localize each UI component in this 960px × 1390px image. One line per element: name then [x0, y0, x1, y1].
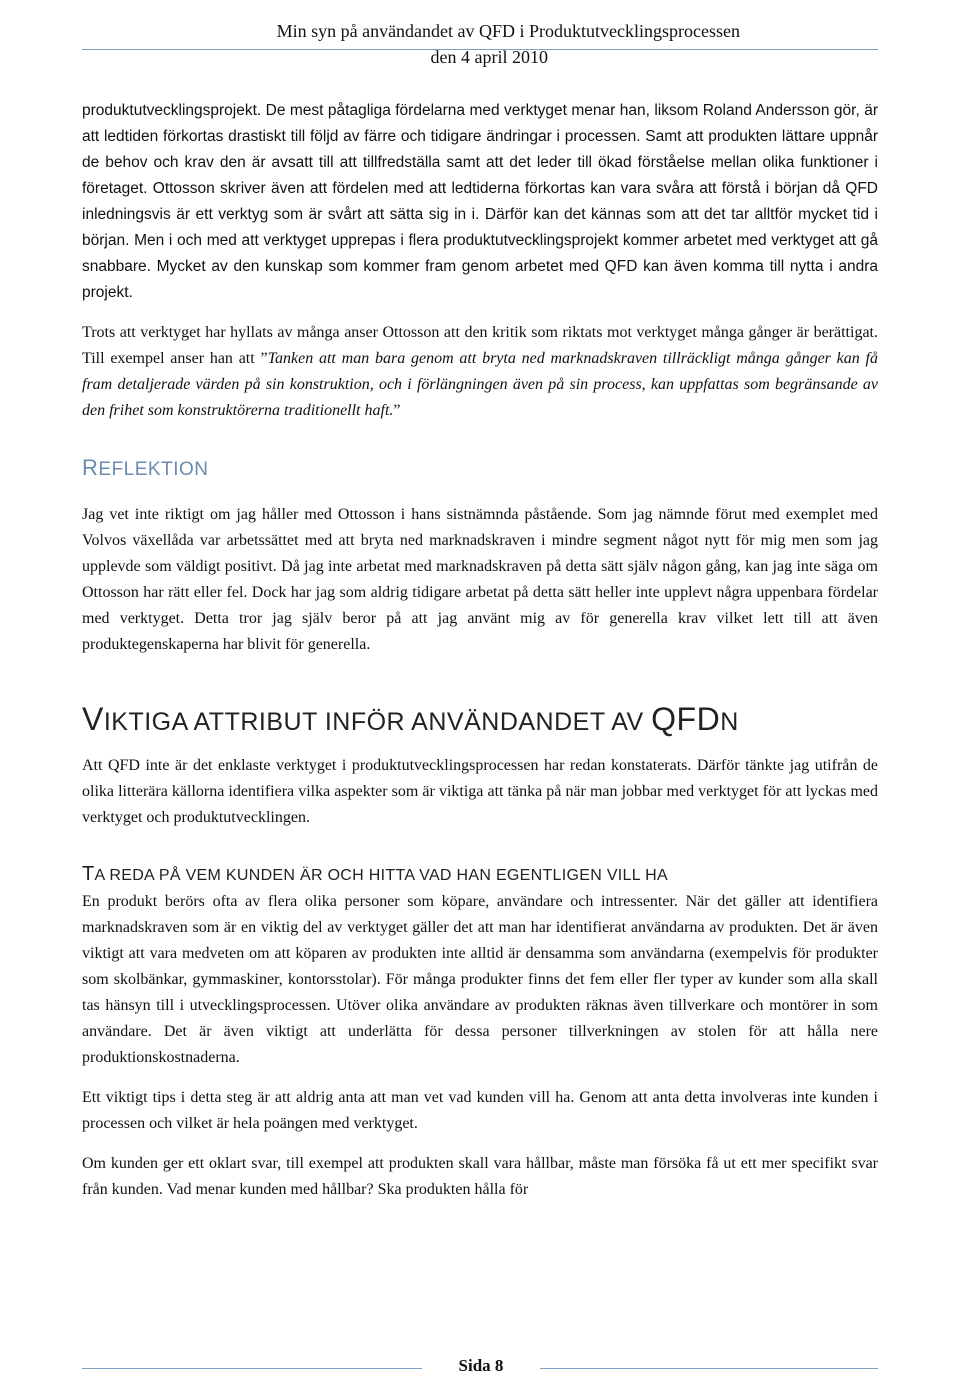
footer-divider-left — [82, 1368, 422, 1369]
paragraph-viktiga: Att QFD inte är det enklaste verktyget i produktutvecklingsprocessen har redan konstaterats. Därför tänkte jag utifrån de olika litterära källorna identifiera vilka aspekter som är viktiga att tänka på när man jobbar med verktyget för att lyckas med verktyget och produktutvecklingen. — [82, 757, 878, 826]
header-divider — [82, 49, 878, 50]
page-header — [82, 18, 878, 70]
criticism-quote-end: ” — [393, 402, 401, 419]
paragraph-oklart-svar: Om kunden ger ett oklart svar, till exempel att produkten skall vara hållbar, måste man försöka få ut ett mer specifikt svar från kunden. Vad menar kunden med hållbar? Ska produkten hålla för — [82, 1155, 878, 1198]
header-title: Min syn på användandet av QFD i Produktutvecklingsprocessen — [276, 21, 740, 41]
paragraph-ottosson-text: Ottosson skriver även att fördelen med att ledtiderna förkortas kan vara svåra att förstå i början då QFD inledningsvis är ett verktyg som är svårt att sätta sig in i. Därför kan det kännas som att det tar alltför mycket tid i början. Men i och med att verktyget upprepas i flera produktutvecklingsprojekt kommer arbetet med verktyget att gå snabbare. Mycket av den kunskap som kommer fram genom arbetet med QFD kan även komma till nytta i andra projekt. — [82, 180, 878, 301]
paragraph-intro — [82, 98, 878, 306]
criticism-quote: Tanken att man bara genom att bryta ned marknadskraven tillräckligt många gånger kan få fram detaljerade värden på sin konstruktion, och i förlängningen även på sin process, kan uppfattas som begränsande av den frihet som konstruktörerna traditionellt haft. — [82, 350, 878, 419]
document-body — [82, 98, 878, 1203]
heading-ta-reda: TA REDA PÅ VEM KUNDEN ÄR OCH HITTA VAD HAN EGENTLIGEN VILL HA — [82, 863, 668, 885]
paragraph-intro-text: produktutvecklingsprojekt. De mest påtagliga fördelarna med verktyget menar han, liksom Roland Andersson gör, är att ledtiden förkortas drastiskt till följd av färre och tidigare ändringar i processen. Samt att produkten lättare uppnår de behov och krav den är avsatt till att tillfredställa samt att det leder till ökad förståelse mellan olika funktioner i företaget. — [82, 102, 878, 197]
heading-reflektion: REFLEKTION — [82, 455, 209, 480]
paragraph-criticism — [82, 320, 878, 424]
paragraph-tips: Ett viktigt tips i detta steg är att aldrig anta att man vet vad kunden vill ha. Genom att anta detta involveras inte kunden i processen och vilket är hela poängen med verktyget. — [82, 1089, 878, 1132]
paragraph-kunder: En produkt berörs ofta av flera olika personer som köpare, användare och intressenter. När det gäller att identifiera marknadskraven som är en viktig del av verktyget gäller det att man har identifierat användarna av produkten. Det är även viktigt att vara medveten om att köparen av produkten inte alltid är densamma som användarna (exempelvis för produkter som skolbänkar, gymmaskiner, kontorsstolar). För många produkter finns det fem eller fler typer av kunder som alla skall tas hänsyn till i utvecklingsprocessen. Utöver olika användare av produkten räknas även tillverkare och montörer in som användare. Det är även viktigt att underlätta för dessa personer tillverkningen av stolen för att hålla nere produktionskostnaderna. — [82, 893, 878, 1066]
heading-viktiga-attribut: VIKTIGA ATTRIBUT INFÖR ANVÄNDANDET AV QFDN — [82, 701, 739, 737]
page-number: Sida 8 — [458, 1356, 504, 1375]
paragraph-reflektion: Jag vet inte riktigt om jag håller med Ottosson i hans sistnämnda påstående. Som jag nämnde förut med exemplet med Volvos växellåda var arbetssättet med att bryta ned marknadskraven i mindre segment något nytt för mig men som jag upplevde som väldigt positivt. Då jag inte arbetat med marknadskraven på detta sätt själv någon gång, kan jag inte säga om Ottosson har rätt eller fel. Dock har jag som aldrig tidigare arbetat på detta sätt heller inte upplevt några uppenbara fördelar med verktyget. Detta tror jag själv beror på att jag använt mig av för generella krav vilket lett till att även produktegenskaperna har blivit för generella. — [82, 506, 878, 653]
footer-divider-right — [540, 1368, 878, 1369]
criticism-lead: Trots att verktyget har hyllats av många anser Ottosson att den kritik som riktats mot verktyget många gånger är berättigat. Till exempel anser han att ” — [82, 324, 878, 367]
header-date: den 4 april 2010 — [430, 47, 548, 67]
